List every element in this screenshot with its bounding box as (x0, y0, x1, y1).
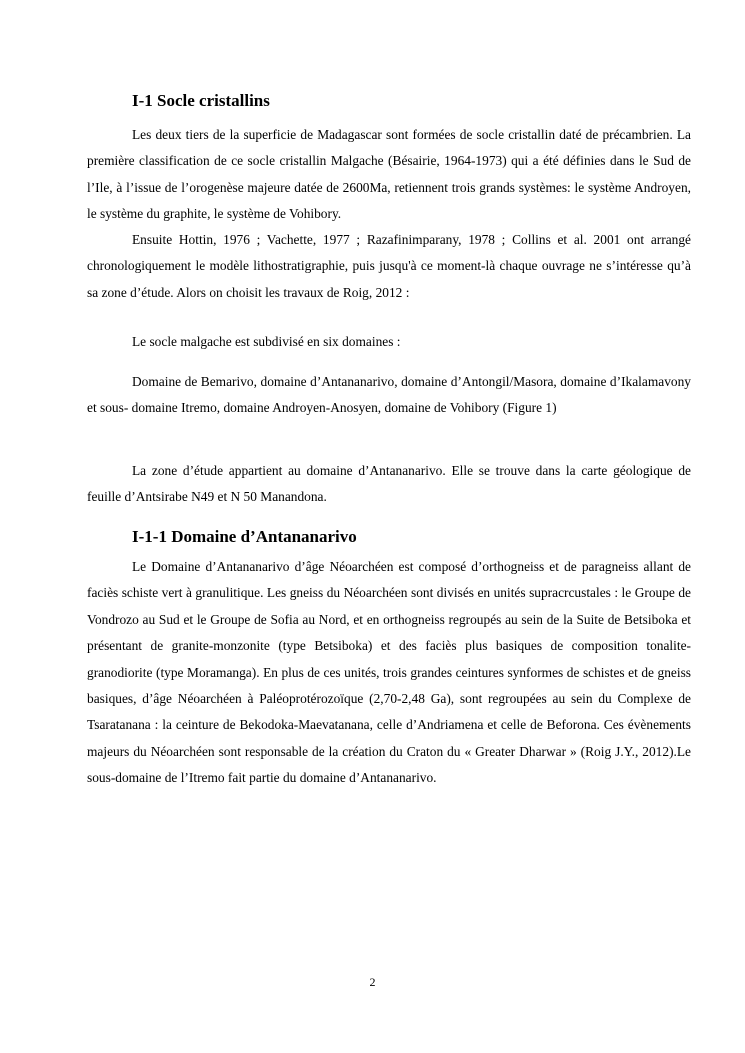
paragraph-history: Ensuite Hottin, 1976 ; Vachette, 1977 ; Razafinimparany, 1978 ; Collins et al. 2001 ont arrangé chronologiquement le modèle lithostratigraphie, puis jusqu'à ce moment-là chaque ouvrage ne s’intéresse qu’à sa zone d’étude. Alors on choisit les travaux de Roig, 2012 : (87, 232, 691, 300)
paragraph-domaine-antananarivo: Le Domaine d’Antananarivo d’âge Néoarchéen est composé d’orthogneiss et de paragneiss allant de faciès schiste vert à granulitique. Les gneiss du Néoarchéen sont divisés en unités supracrcustales : le Groupe de Vondrozo au Sud et le Groupe de Sofia au Nord, et en orthogneiss regroupés au sein de la Suite de Betsiboka et présentant de granite-monzonite (type Betsiboka) et des faciès plus basiques de composition tonalite-granodiorite (type Moramanga). En plus de ces unités, trois grandes ceintures synformes de schistes et de gneiss basiques, d’âge Néoarchéen à Paléoprotérozoïque (2,70-2,48 Ga), sont regroupées au sein du Complexe de Tsaratanana : la ceinture de Bekodoka-Maevatanana, celle d’Andriamena et celle de Beforona. Ces évènements majeurs du Néoarchéen sont responsable de la création du Craton du « Greater Dharwar » (Roig J.Y., 2012).Le sous-domaine de l’Itremo fait partie du domaine d’Antananarivo. (87, 559, 691, 786)
paragraph-study-zone: La zone d’étude appartient au domaine d’Antananarivo. Elle se trouve dans la carte géologique de feuille d’Antsirabe N49 et N 50 Manandona. (87, 463, 691, 505)
page-number: 2 (369, 975, 376, 989)
paragraph-domains-intro: Le socle malgache est subdivisé en six domaines : (132, 334, 401, 349)
paragraph-intro: Les deux tiers de la superficie de Madagascar sont formées de socle cristallin daté de précambrien. La première classification de ce socle cristallin Malgache (Bésairie, 1964-1973) qui a été définies dans le Sud de l’Ile, à l’issue de l’orogenèse majeure datée de 2600Ma, retiennent trois grands systèmes: le système Androyen, le système du graphite, le système de Vohibory. (87, 127, 691, 222)
paragraph-domains-list: Domaine de Bemarivo, domaine d’Antananarivo, domaine d’Antongil/Masora, domaine d’Ikalamavony et sous- domaine Itremo, domaine Androyen-Anosyen, domaine de Vohibory (Figure 1) (87, 374, 691, 416)
section-heading-socle-cristallins: I-1 Socle cristallins (132, 91, 270, 110)
section-heading-domaine-antananarivo: I-1-1 Domaine d’Antananarivo (132, 527, 357, 546)
